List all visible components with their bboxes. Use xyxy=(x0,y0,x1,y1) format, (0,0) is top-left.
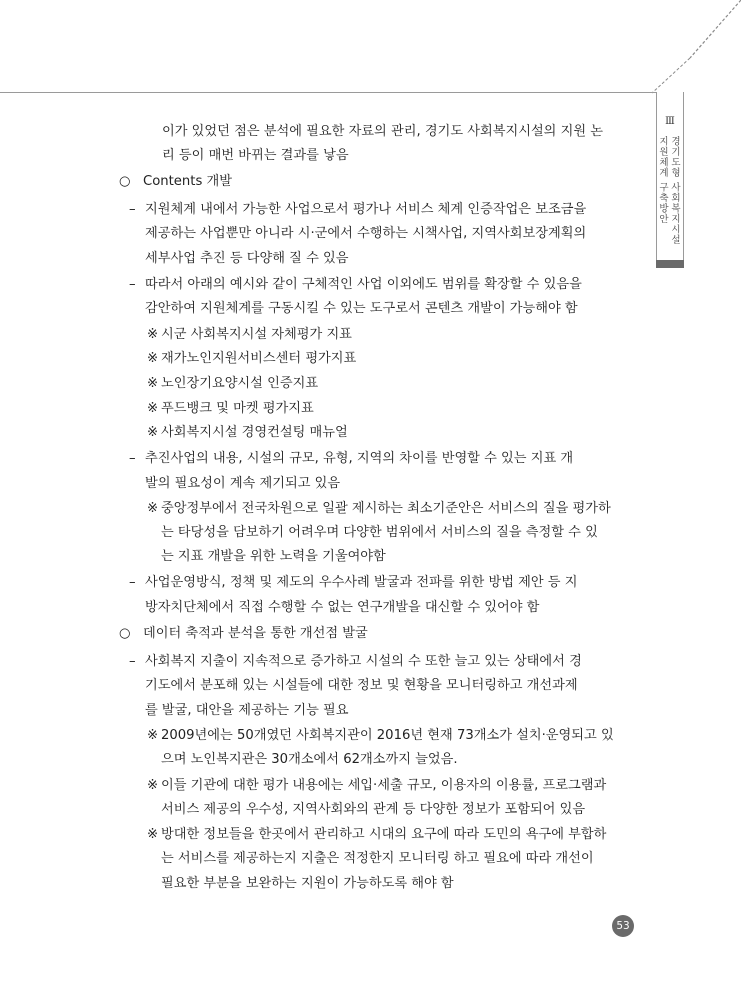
text-line: 방자치단체에서 직접 수행할 수 없는 연구개발을 대신할 수 있어야 함 xyxy=(145,600,540,615)
text-line: 기도에서 분포해 있는 시설들에 대한 정보 및 현황을 모니터링하고 개선과제 xyxy=(145,678,578,693)
header-rule xyxy=(0,92,656,93)
dash-bullet-icon: – xyxy=(129,277,136,292)
note-item: ※ 중앙정부에서 전국차원으로 일괄 제시하는 최소기준안은 서비스의 질을 평가하 xyxy=(147,497,611,521)
text-line: 으며 노인복지관은 30개소에서 62개소까지 늘었음. xyxy=(161,752,458,767)
note-item: ※ 푸드뱅크 및 마켓 평가지표 xyxy=(147,397,314,421)
note-mark-icon: ※ xyxy=(147,778,159,793)
text-line: 세부사업 추진 등 다양해 질 수 있음 xyxy=(145,251,349,266)
section-heading: ○ 데이터 축적과 분석을 통한 개선점 발굴 xyxy=(119,622,368,646)
note-mark-icon: ※ xyxy=(147,351,159,366)
text-line: 제공하는 사업뿐만 아니라 시·군에서 수행하는 시책사업, 지역사회보장계획의 xyxy=(145,226,587,241)
dash-bullet-icon: – xyxy=(129,654,136,669)
text-line: 는 서비스를 제공하는지 지출은 적정한지 모니터링 하고 필요에 따라 개선이 xyxy=(161,851,594,866)
note-mark-icon: ※ xyxy=(147,827,159,842)
circle-bullet-icon: ○ xyxy=(119,626,131,641)
circle-bullet-icon: ○ xyxy=(119,174,131,189)
note-item: ※ 사회복지시설 경영컨설팅 매뉴얼 xyxy=(147,421,348,445)
text-line: 는 지표 개발을 위한 노력을 기울여야함 xyxy=(161,549,386,564)
page-number-badge: 53 xyxy=(612,915,634,937)
text-line: 를 발굴, 대안을 제공하는 기능 필요 xyxy=(145,703,349,718)
note-item: ※ 이들 기관에 대한 평가 내용에는 세입·세출 규모, 이용자의 이용률, 프로그램과 xyxy=(147,774,606,798)
dash-item: – 지원체계 내에서 가능한 사업으로서 평가나 서비스 체계 인증작업은 보조금을 xyxy=(129,198,586,222)
note-item: ※ 2009년에는 50개였던 사회복지관이 2016년 현재 73개소가 설치·운영되고 있 xyxy=(147,724,614,748)
note-item: ※ 방대한 정보들을 한곳에서 관리하고 시대의 요구에 따라 도민의 욕구에 부합하 xyxy=(147,823,606,847)
text-line: 발의 필요성이 계속 제기되고 있음 xyxy=(145,476,341,491)
note-item: ※ 시군 사회복지시설 자체평가 지표 xyxy=(147,323,352,347)
note-mark-icon: ※ xyxy=(147,501,159,516)
note-mark-icon: ※ xyxy=(147,425,159,440)
chapter-title-line-1: 경기도형 사회복지시설 xyxy=(669,136,680,246)
dash-bullet-icon: – xyxy=(129,202,136,217)
text-line: 는 타당성을 담보하기 어려우며 다양한 범위에서 서비스의 질을 측정할 수 있 xyxy=(161,525,598,540)
chapter-side-tab xyxy=(656,92,684,268)
text-line: 서비스 제공의 우수성, 지역사회와의 관계 등 다양한 정보가 포함되어 있음 xyxy=(161,802,586,817)
note-mark-icon: ※ xyxy=(147,327,159,342)
section-heading: ○ Contents 개발 xyxy=(119,170,232,194)
text-line: 리 등이 매번 바뀌는 결과를 낳음 xyxy=(162,148,349,163)
dash-item: – 추진사업의 내용, 시설의 규모, 유형, 지역의 차이를 반영할 수 있는 지표 개 xyxy=(129,447,573,471)
dash-item: – 사회복지 지출이 지속적으로 증가하고 시설의 수 또한 늘고 있는 상태에서 경 xyxy=(129,650,582,674)
dash-bullet-icon: – xyxy=(129,451,136,466)
text-line: 필요한 부분을 보완하는 지원이 가능하도록 해야 함 xyxy=(161,876,454,891)
dash-item: – 사업운영방식, 정책 및 제도의 우수사례 발굴과 전파를 위한 방법 제안 등 지 xyxy=(129,571,577,595)
text-line: 이가 있었던 점은 분석에 필요한 자료의 관리, 경기도 사회복지시설의 지원 논 xyxy=(162,124,604,139)
dash-item: – 따라서 아래의 예시와 같이 구체적인 사업 이외에도 범위를 확장할 수 있음을 xyxy=(129,273,582,297)
chapter-tab-bar xyxy=(656,260,684,268)
note-mark-icon: ※ xyxy=(147,401,159,416)
note-mark-icon: ※ xyxy=(147,728,159,743)
chapter-roman-numeral: Ⅲ xyxy=(665,116,675,127)
note-item: ※ 노인장기요양시설 인증지표 xyxy=(147,372,318,396)
note-item: ※ 재가노인지원서비스센터 평가지표 xyxy=(147,347,356,371)
dash-bullet-icon: – xyxy=(129,575,136,590)
chapter-title-line-2: 지원체계 구축방안 xyxy=(657,136,668,225)
note-mark-icon: ※ xyxy=(147,376,159,391)
text-line: 감안하여 지원체계를 구동시킬 수 있는 도구로서 콘텐츠 개발이 가능해야 함 xyxy=(145,301,578,316)
